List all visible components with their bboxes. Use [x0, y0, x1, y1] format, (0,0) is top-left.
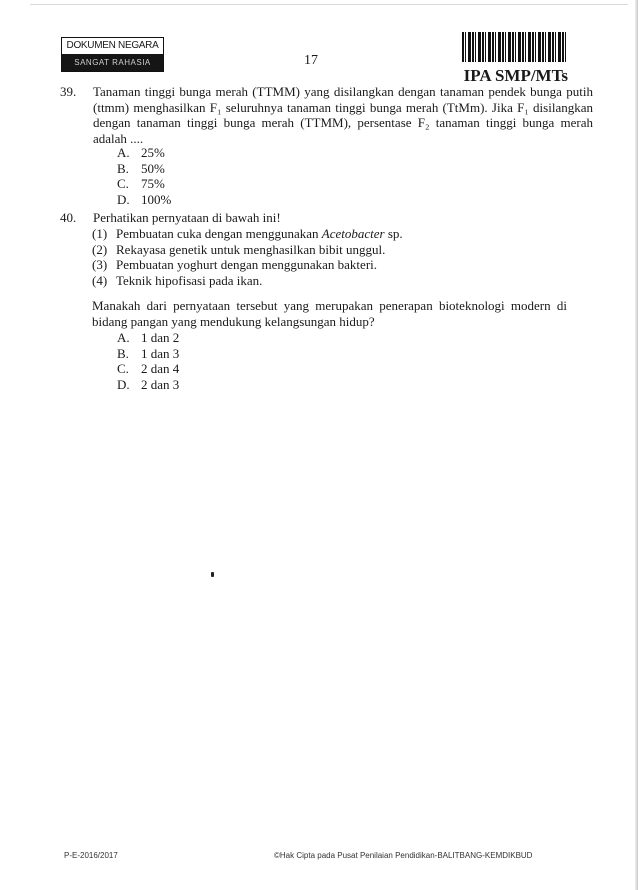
footer-code: P-E-2016/2017 — [64, 851, 118, 860]
scan-speck — [211, 572, 214, 577]
question-39-options — [117, 145, 171, 207]
question-40-options — [117, 330, 179, 392]
option-c: C. 2 dan 4 — [117, 361, 180, 376]
statement-list — [92, 226, 403, 288]
page-number: 17 — [304, 53, 318, 68]
scan-edge-line — [30, 4, 628, 5]
question-number: 40. — [60, 210, 77, 225]
option-c: C. 75% — [117, 176, 165, 191]
option-a: A. 1 dan 2 — [117, 330, 180, 345]
barcode-icon — [462, 32, 566, 62]
question-text: Tanaman tinggi bunga merah (TTMM) yang disilangkan dengan tanaman pendek bunga putih (ttmm) menghasilkan F₁ seluruhnya tanaman tinggi bunga merah (TtMm). Jika F₁ disilangkan dengan tanaman tinggi bunga merah (TTMM), persentase F₂ tanaman tinggi bunga merah adalah .... — [93, 84, 593, 146]
question-number: 39. — [60, 84, 77, 99]
statement-2: (2) Rekayasa genetik untuk menghasilkan bibit unggul. — [92, 241, 386, 257]
statement-1: (1) Pembuatan cuka dengan menggunakan Acetobacter sp. — [92, 226, 403, 241]
document-classification-box — [61, 37, 164, 72]
option-b: B. 1 dan 3 — [117, 345, 180, 361]
statement-3: (3) Pembuatan yoghurt dengan menggunakan bakteri. — [92, 257, 378, 272]
doc-label: DOKUMEN NEGARA — [62, 38, 163, 54]
option-d: D. 100% — [117, 191, 172, 207]
question-prompt: Manakah dari pernyataan tersebut yang merupakan penerapan bioteknologi modern di bidang pangan yang mendukung kelangsungan hidup? — [92, 298, 567, 329]
question-intro: Perhatikan pernyataan di bawah ini! — [93, 210, 281, 225]
option-d: D. 2 dan 3 — [117, 376, 180, 392]
statement-4: (4) Teknik hipofisasi pada ikan. — [92, 272, 263, 288]
secret-label: SANGAT RAHASIA — [62, 54, 163, 71]
subject-title: IPA SMP/MTs — [463, 66, 568, 85]
option-b: B. 50% — [117, 160, 165, 176]
footer-copyright: ©Hak Cipta pada Pusat Penilaian Pendidikan-BALITBANG-KEMDIKBUD — [274, 851, 533, 860]
option-a: A. 25% — [117, 145, 165, 160]
